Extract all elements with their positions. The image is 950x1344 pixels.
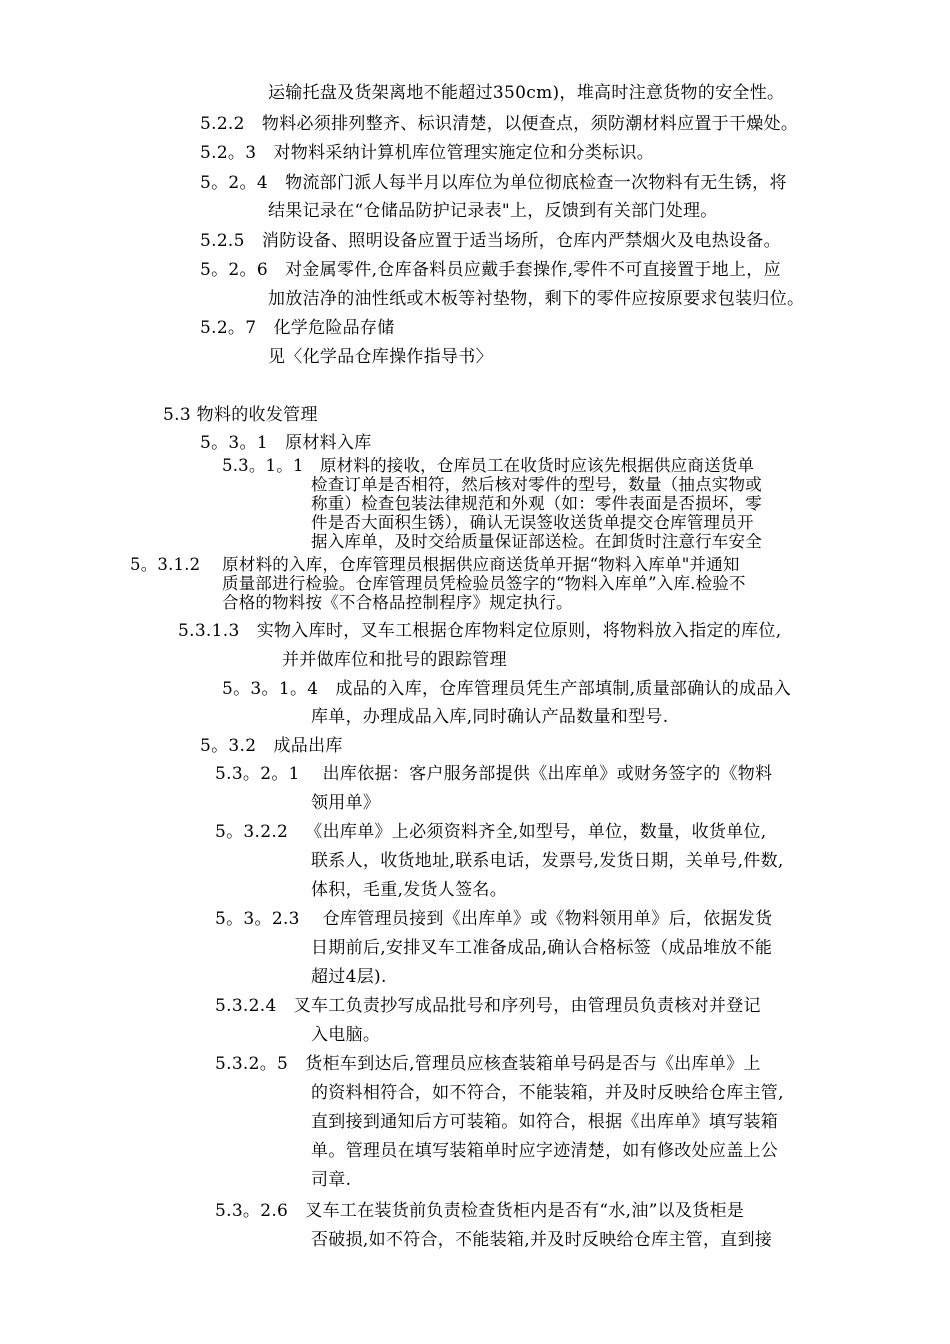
clause-5-3-1-1-line-4: 件是否大面积生锈），确认无误签收送货单提交仓库管理员开 [311, 513, 754, 532]
clause-5-3-2-5-line-4: 单。管理员在填写装箱单时应字迹清楚，如有修改处应盖上公 [311, 1141, 779, 1161]
clause-number: 5。3.1.2 [130, 555, 201, 574]
section-5-3-1-heading [200, 433, 372, 453]
clause-text: 物料必须排列整齐、标识清楚，以便查点，须防潮材料应置于干燥处。 [261, 114, 799, 134]
clause-5-3-1-1-line-2: 检查订单是否相符，然后核对零件的型号，数量（抽点实物或 [311, 475, 762, 494]
clause-5-3-2-6 [215, 1201, 744, 1221]
clause-5-3-1-4-line-2: 库单，办理成品入库,同时确认产品数量和型号. [311, 707, 669, 727]
clause-text: 对金属零件,仓库备料员应戴手套操作,零件不可直接置于地上，应 [285, 260, 781, 280]
clause-text: 出库依据：客户服务部提供《出库单》或财务签字的《物料 [322, 764, 773, 784]
clause-number: 5.3.1.3 [178, 621, 240, 641]
clause-5-3-1-2 [130, 555, 740, 574]
clause-5-3-1-1-line-3: 称重）检查包装法律规范和外观（如：零件表面是否损坏，零 [311, 494, 762, 513]
clause-number: 5.2。7 [200, 318, 257, 338]
clause-text: 《出库单》上必须资料齐全,如型号，单位，数量，收货单位, [305, 822, 767, 842]
clause-text: 对物料采纳计算机库位管理实施定位和分类标识。 [273, 143, 655, 163]
clause-text: 货柜车到达后,管理员应核查装箱单号码是否与《出库单》上 [305, 1054, 761, 1074]
clause-5-3-2-5-line-5: 司章. [311, 1170, 352, 1190]
clause-text: 叉车工负责抄写成品批号和序列号，由管理员负责核对并登记 [293, 996, 761, 1016]
clause-number: 5.2.5 [200, 231, 245, 251]
clause-5-2-6 [200, 260, 781, 280]
clause-5-3-2-5-line-2: 的资料相符合，如不符合，不能装箱，并及时反映给仓库主管, [311, 1083, 784, 1103]
clause-5-3-2-6-line-2: 否破损,如不符合，不能装箱,并及时反映给仓库主管，直到接 [311, 1230, 773, 1250]
clause-5-3-2-1 [215, 764, 772, 784]
clause-5-3-2-3-line-3: 超过4层). [311, 967, 387, 987]
clause-5-2-7 [200, 318, 395, 338]
clause-5-3-1-1 [222, 456, 754, 475]
clause-5-3-2-4 [215, 996, 761, 1016]
clause-text: 成品的入库，仓库管理员凭生产部填制,质量部确认的成品入 [335, 679, 792, 699]
section-number: 5。3.2 [200, 736, 257, 756]
section-title: 物料的收发管理 [196, 405, 318, 425]
clause-text: 原材料的接收，仓库员工在收货时应该先根据供应商送货单 [319, 456, 755, 475]
clause-5-3-2-2-line-2: 联系人，收货地址,联系电话，发票号,发货日期，关单号,件数, [311, 851, 784, 871]
clause-5-3-2-4-line-2: 入电脑。 [311, 1025, 381, 1045]
section-title: 成品出库 [273, 736, 343, 756]
clause-text: 物流部门派人每半月以库位为单位彻底检查一次物料有无生锈，将 [285, 173, 787, 193]
clause-text: 仓库管理员接到《出库单》或《物料领用单》后，依据发货 [322, 909, 773, 929]
section-number: 5。3。1 [200, 433, 268, 453]
section-number: 5.3 [163, 405, 191, 425]
clause-number: 5.3。1。1 [222, 456, 304, 475]
clause-number: 5。2。4 [200, 173, 268, 193]
clause-number: 5.3。2.6 [215, 1201, 289, 1221]
clause-text: 化学危险品存储 [273, 318, 395, 338]
clause-number: 5.2.2 [200, 114, 245, 134]
clause-5-2-7-line-2: 见〈化学品仓库操作指导书〉 [268, 347, 493, 367]
clause-number: 5.3。2。1 [215, 764, 300, 784]
clause-5-3-2-5 [215, 1054, 761, 1074]
clause-text: 消防设备、照明设备应置于适当场所，仓库内严禁烟火及电热设备。 [261, 231, 781, 251]
clause-5-3-1-4 [222, 679, 791, 699]
section-5-3-heading [163, 405, 318, 425]
clause-5-3-2-5-line-3: 直到接到通知后方可装箱。如符合，根据《出库单》填写装箱 [311, 1112, 779, 1132]
clause-text: 叉车工在装货前负责检查货柜内是否有“水,油”以及货柜是 [305, 1201, 745, 1221]
section-5-3-2-heading [200, 736, 343, 756]
clause-5-3-1-2-line-3: 合格的物料按《不合格品控制程序》规定执行。 [222, 593, 573, 612]
clause-number: 5.2。3 [200, 143, 257, 163]
clause-5-2-5 [200, 231, 781, 251]
clause-number: 5。3。1。4 [222, 679, 319, 699]
clause-5-3-2-2-line-3: 体积，毛重,发货人签名。 [311, 880, 508, 900]
clause-5-3-2-3 [215, 909, 772, 929]
clause-5-3-1-3-line-2: 并并做库位和批号的跟踪管理 [282, 650, 507, 670]
clause-5-3-2-3-line-2: 日期前后,安排叉车工准备成品,确认合格标签（成品堆放不能 [311, 938, 773, 958]
section-title: 原材料入库 [285, 433, 372, 453]
clause-number: 5。3.2.2 [215, 822, 289, 842]
clause-5-3-2-1-line-2: 领用单》 [311, 793, 381, 813]
clause-5-2-2 [200, 114, 798, 134]
clause-5-2-6-line-2: 加放洁净的油性纸或木板等衬垫物，剩下的零件应按原要求包装归位。 [268, 289, 805, 309]
clause-number: 5.3.2。5 [215, 1054, 289, 1074]
clause-5-2-4-line-2: 结果记录在“仓储品防护记录表"上，反馈到有关部门处理。 [268, 201, 718, 221]
clause-5-2-4 [200, 173, 787, 193]
clause-number: 5。2。6 [200, 260, 268, 280]
clause-5-3-2-2 [215, 822, 767, 842]
clause-5-3-1-2-line-2: 质量部进行检验。仓库管理员凭检验员签字的“物料入库单”入库.检验不 [222, 574, 746, 593]
clause-text: 实物入库时，叉车工根据仓库物料定位原则，将物料放入指定的库位, [256, 621, 782, 641]
clause-number: 5.3.2.4 [215, 996, 277, 1016]
clause-number: 5。3。2.3 [215, 909, 300, 929]
clause-5-3-1-3 [178, 621, 781, 641]
clause-text: 原材料的入库，仓库管理员根据供应商送货单开据“物料入库单"并通知 [222, 555, 740, 574]
clause-5-3-1-1-line-5: 据入库单，及时交给质量保证部送检。在卸货时注意行车安全 [311, 532, 762, 551]
clause-5-2-3 [200, 143, 654, 163]
clause-5-2-1-continuation: 运输托盘及货架离地不能超过350cm)，堆高时注意货物的安全性。 [268, 83, 785, 103]
